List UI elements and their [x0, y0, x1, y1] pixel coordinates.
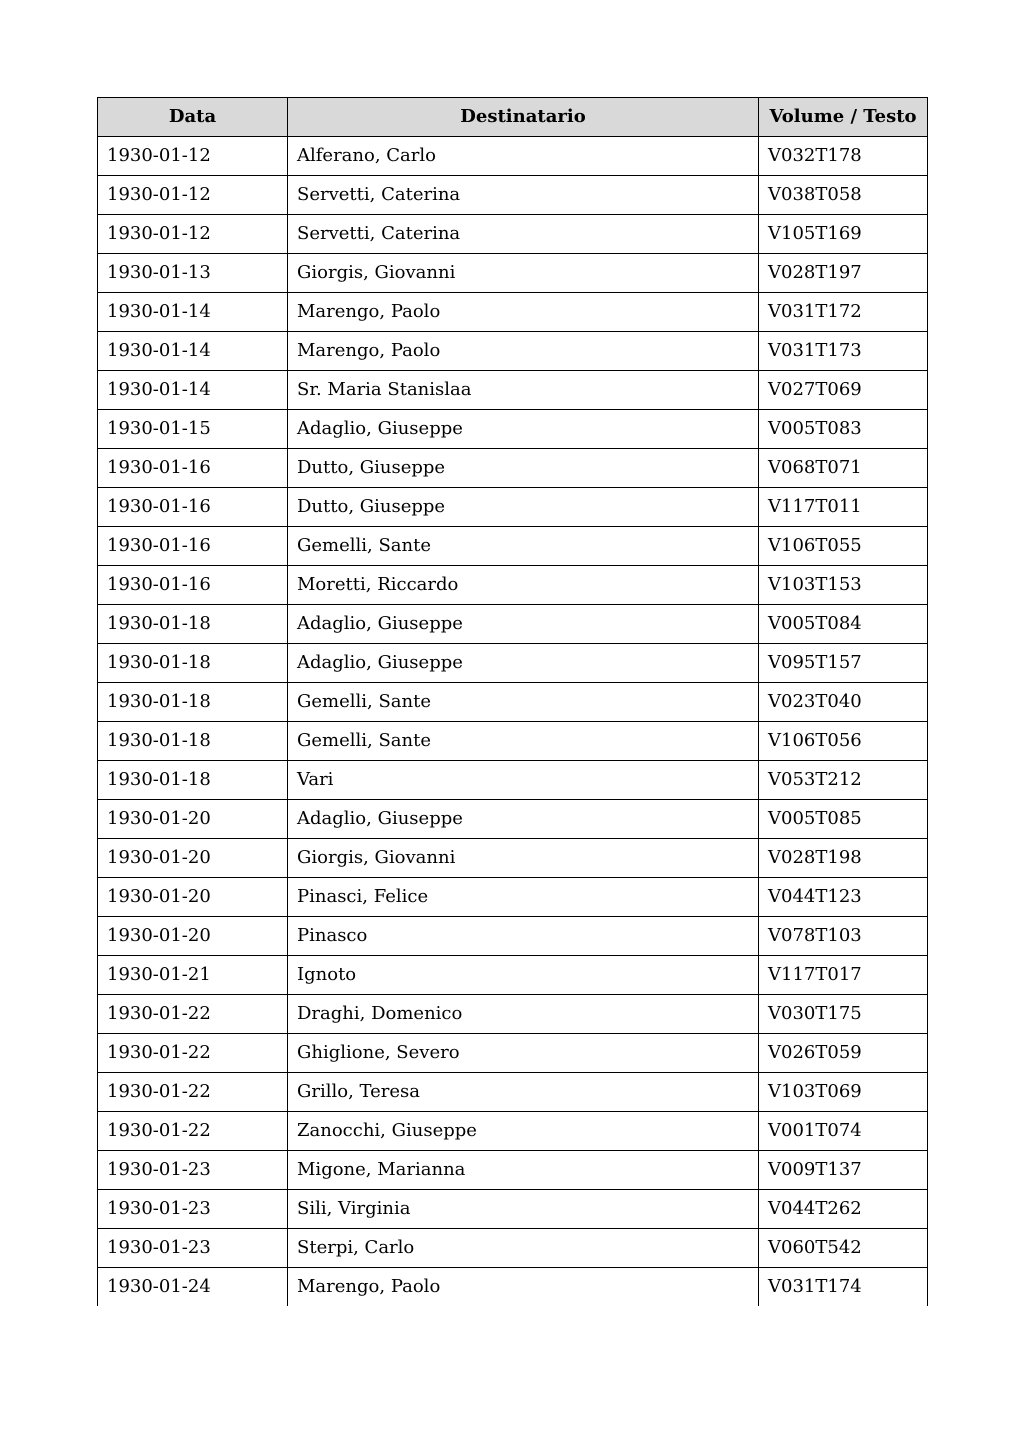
table-row [98, 137, 928, 176]
cell-volume: V028T198 [759, 839, 928, 878]
cell-recipient: Grillo, Teresa [288, 1073, 759, 1112]
cell-date: 1930-01-13 [98, 254, 288, 293]
cell-date: 1930-01-14 [98, 332, 288, 371]
table-row [98, 1112, 928, 1151]
cell-volume: V078T103 [759, 917, 928, 956]
cell-date: 1930-01-20 [98, 800, 288, 839]
cell-date: 1930-01-14 [98, 293, 288, 332]
table-row [98, 566, 928, 605]
cell-volume: V026T059 [759, 1034, 928, 1073]
header-row [98, 98, 928, 137]
table-row [98, 371, 928, 410]
cell-volume: V060T542 [759, 1229, 928, 1268]
table-row [98, 605, 928, 644]
cell-date: 1930-01-16 [98, 566, 288, 605]
cell-recipient: Gemelli, Sante [288, 527, 759, 566]
table-row [98, 449, 928, 488]
table-row [98, 527, 928, 566]
table-row [98, 1229, 928, 1268]
table-row [98, 410, 928, 449]
table-row [98, 293, 928, 332]
cell-date: 1930-01-23 [98, 1190, 288, 1229]
cell-volume: V023T040 [759, 683, 928, 722]
cell-date: 1930-01-12 [98, 215, 288, 254]
table-row [98, 176, 928, 215]
cell-recipient: Pinasci, Felice [288, 878, 759, 917]
cell-date: 1930-01-18 [98, 761, 288, 800]
cell-date: 1930-01-22 [98, 995, 288, 1034]
cell-recipient: Draghi, Domenico [288, 995, 759, 1034]
cell-volume: V117T011 [759, 488, 928, 527]
cell-recipient: Giorgis, Giovanni [288, 254, 759, 293]
cell-date: 1930-01-20 [98, 839, 288, 878]
cell-date: 1930-01-22 [98, 1034, 288, 1073]
cell-recipient: Migone, Marianna [288, 1151, 759, 1190]
cell-volume: V053T212 [759, 761, 928, 800]
cell-volume: V030T175 [759, 995, 928, 1034]
cell-date: 1930-01-16 [98, 488, 288, 527]
cell-volume: V005T085 [759, 800, 928, 839]
cell-volume: V031T173 [759, 332, 928, 371]
cell-recipient: Marengo, Paolo [288, 1268, 759, 1307]
cell-recipient: Adaglio, Giuseppe [288, 605, 759, 644]
cell-recipient: Sili, Virginia [288, 1190, 759, 1229]
cell-volume: V005T084 [759, 605, 928, 644]
cell-volume: V105T169 [759, 215, 928, 254]
table-row [98, 1073, 928, 1112]
cell-volume: V095T157 [759, 644, 928, 683]
table-row [98, 254, 928, 293]
cell-recipient: Adaglio, Giuseppe [288, 410, 759, 449]
cell-date: 1930-01-18 [98, 683, 288, 722]
cell-date: 1930-01-24 [98, 1268, 288, 1307]
cell-recipient: Dutto, Giuseppe [288, 488, 759, 527]
cell-volume: V009T137 [759, 1151, 928, 1190]
table-row [98, 995, 928, 1034]
cell-date: 1930-01-18 [98, 644, 288, 683]
cell-recipient: Moretti, Riccardo [288, 566, 759, 605]
cell-recipient: Dutto, Giuseppe [288, 449, 759, 488]
cell-recipient: Ignoto [288, 956, 759, 995]
cell-volume: V032T178 [759, 137, 928, 176]
cell-date: 1930-01-20 [98, 917, 288, 956]
cell-recipient: Adaglio, Giuseppe [288, 800, 759, 839]
cell-recipient: Sr. Maria Stanislaa [288, 371, 759, 410]
cell-volume: V001T074 [759, 1112, 928, 1151]
cell-volume: V027T069 [759, 371, 928, 410]
column-header-date: Data [98, 98, 288, 137]
cell-date: 1930-01-12 [98, 176, 288, 215]
table-row [98, 839, 928, 878]
cell-volume: V103T069 [759, 1073, 928, 1112]
table-row [98, 722, 928, 761]
cell-recipient: Sterpi, Carlo [288, 1229, 759, 1268]
cell-recipient: Servetti, Caterina [288, 176, 759, 215]
cell-date: 1930-01-22 [98, 1073, 288, 1112]
cell-recipient: Adaglio, Giuseppe [288, 644, 759, 683]
cell-volume: V106T056 [759, 722, 928, 761]
table-header [98, 98, 928, 137]
cell-recipient: Marengo, Paolo [288, 293, 759, 332]
table-row [98, 683, 928, 722]
table-row [98, 1268, 928, 1307]
cell-date: 1930-01-14 [98, 371, 288, 410]
cell-recipient: Giorgis, Giovanni [288, 839, 759, 878]
cell-date: 1930-01-16 [98, 449, 288, 488]
table-body [98, 137, 928, 1307]
table-row [98, 1190, 928, 1229]
cell-recipient: Gemelli, Sante [288, 683, 759, 722]
cell-volume: V044T123 [759, 878, 928, 917]
cell-date: 1930-01-21 [98, 956, 288, 995]
letters-table [97, 97, 928, 1306]
cell-date: 1930-01-18 [98, 722, 288, 761]
table-row [98, 332, 928, 371]
cell-recipient: Gemelli, Sante [288, 722, 759, 761]
cell-recipient: Alferano, Carlo [288, 137, 759, 176]
cell-date: 1930-01-15 [98, 410, 288, 449]
cell-volume: V106T055 [759, 527, 928, 566]
table-row [98, 761, 928, 800]
table-row [98, 956, 928, 995]
cell-volume: V005T083 [759, 410, 928, 449]
table-row [98, 800, 928, 839]
cell-recipient: Ghiglione, Severo [288, 1034, 759, 1073]
cell-volume: V031T172 [759, 293, 928, 332]
cell-volume: V028T197 [759, 254, 928, 293]
column-header-volume: Volume / Testo [759, 98, 928, 137]
cell-volume: V031T174 [759, 1268, 928, 1307]
column-header-recipient: Destinatario [288, 98, 759, 137]
cell-recipient: Zanocchi, Giuseppe [288, 1112, 759, 1151]
table-row [98, 1034, 928, 1073]
table-row [98, 215, 928, 254]
cell-recipient: Pinasco [288, 917, 759, 956]
cell-date: 1930-01-16 [98, 527, 288, 566]
cell-volume: V103T153 [759, 566, 928, 605]
cell-recipient: Marengo, Paolo [288, 332, 759, 371]
cell-recipient: Vari [288, 761, 759, 800]
cell-date: 1930-01-18 [98, 605, 288, 644]
table-row [98, 488, 928, 527]
cell-date: 1930-01-23 [98, 1151, 288, 1190]
cell-date: 1930-01-12 [98, 137, 288, 176]
cell-date: 1930-01-23 [98, 1229, 288, 1268]
table-row [98, 1151, 928, 1190]
cell-volume: V068T071 [759, 449, 928, 488]
table-row [98, 644, 928, 683]
cell-date: 1930-01-20 [98, 878, 288, 917]
cell-recipient: Servetti, Caterina [288, 215, 759, 254]
table-row [98, 878, 928, 917]
table-row [98, 917, 928, 956]
cell-volume: V117T017 [759, 956, 928, 995]
cell-volume: V038T058 [759, 176, 928, 215]
cell-date: 1930-01-22 [98, 1112, 288, 1151]
cell-volume: V044T262 [759, 1190, 928, 1229]
